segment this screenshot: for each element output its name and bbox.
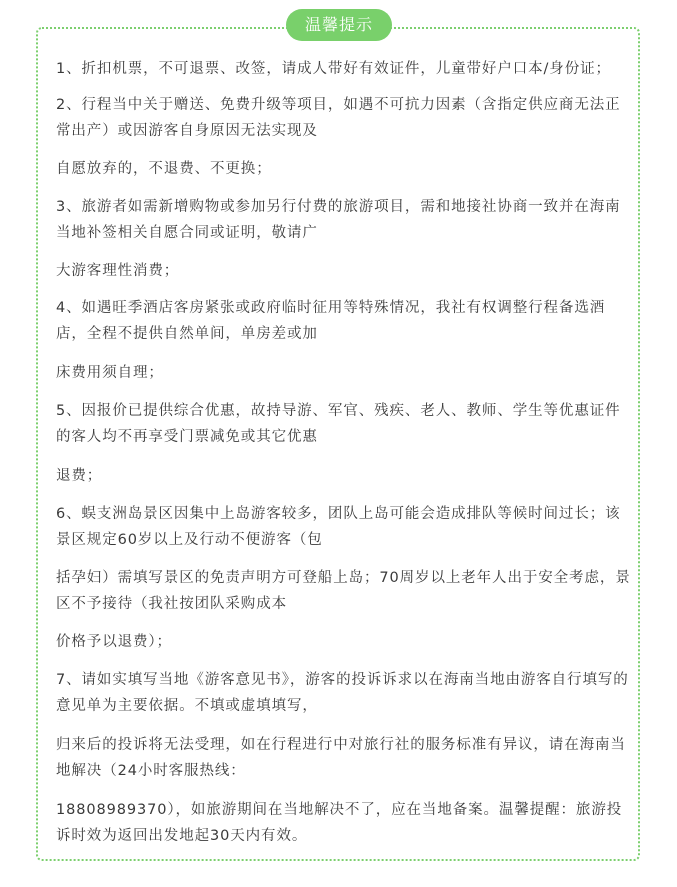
notice-paragraph: 括孕妇）需填写景区的免责声明方可登船上岛；70周岁以上老年人出于安全考虑，景区不予接待（我社按团队采购成本 [56, 570, 631, 612]
notice-paragraph: 价格予以退费）； [56, 634, 172, 650]
notice-paragraph: 2、行程当中关于赠送、免费升级等项目，如遇不可抗力因素（含指定供应商无法正常出产）或因游客自身原因无法实现及 [56, 97, 621, 139]
notice-paragraph: 归来后的投诉将无法受理，如在行程进行中对旅行社的服务标准有异议，请在海南当地解决（24小时客服热线： [56, 737, 626, 779]
notice-paragraph: 床费用须自理； [56, 365, 164, 381]
notice-paragraph: 自愿放弃的，不退费、不更换； [56, 161, 272, 177]
notice-paragraph: 3、旅游者如需新增购物或参加另行付费的旅游项目，需和地接社协商一致并在海南当地补签相关自愿合同或证明，敬请广 [56, 199, 621, 241]
notice-paragraph: 大游客理性消费； [56, 263, 180, 279]
notice-paragraph: 1、折扣机票，不可退票、改签，请成人带好有效证件，儿童带好户口本/身份证； [56, 61, 611, 77]
notice-paragraph: 7、请如实填写当地《游客意见书》，游客的投诉诉求以在海南当地由游客自行填写的意见单为主要依据。不填或虚填填写， [56, 672, 629, 714]
notice-content [56, 56, 634, 849]
notice-title-badge: 温馨提示 [286, 9, 392, 41]
notice-paragraph: 退费； [56, 468, 103, 484]
notice-paragraph: 5、因报价已提供综合优惠，故持导游、军官、残疾、老人、教师、学生等优惠证件的客人均不再享受门票减免或其它优惠 [56, 403, 621, 445]
notice-paragraph: 18808989370），如旅游期间在当地解决不了，应在当地备案。温馨提醒：旅游投诉时效为返回出发地起30天内有效。 [56, 802, 623, 844]
notice-paragraph: 6、蜈支洲岛景区因集中上岛游客较多，团队上岛可能会造成排队等候时间过长；该景区规定60岁以上及行动不便游客（包 [56, 506, 621, 548]
notice-paragraph: 4、如遇旺季酒店客房紧张或政府临时征用等特殊情况，我社有权调整行程备选酒店，全程不提供自然单间，单房差或加 [56, 300, 606, 342]
